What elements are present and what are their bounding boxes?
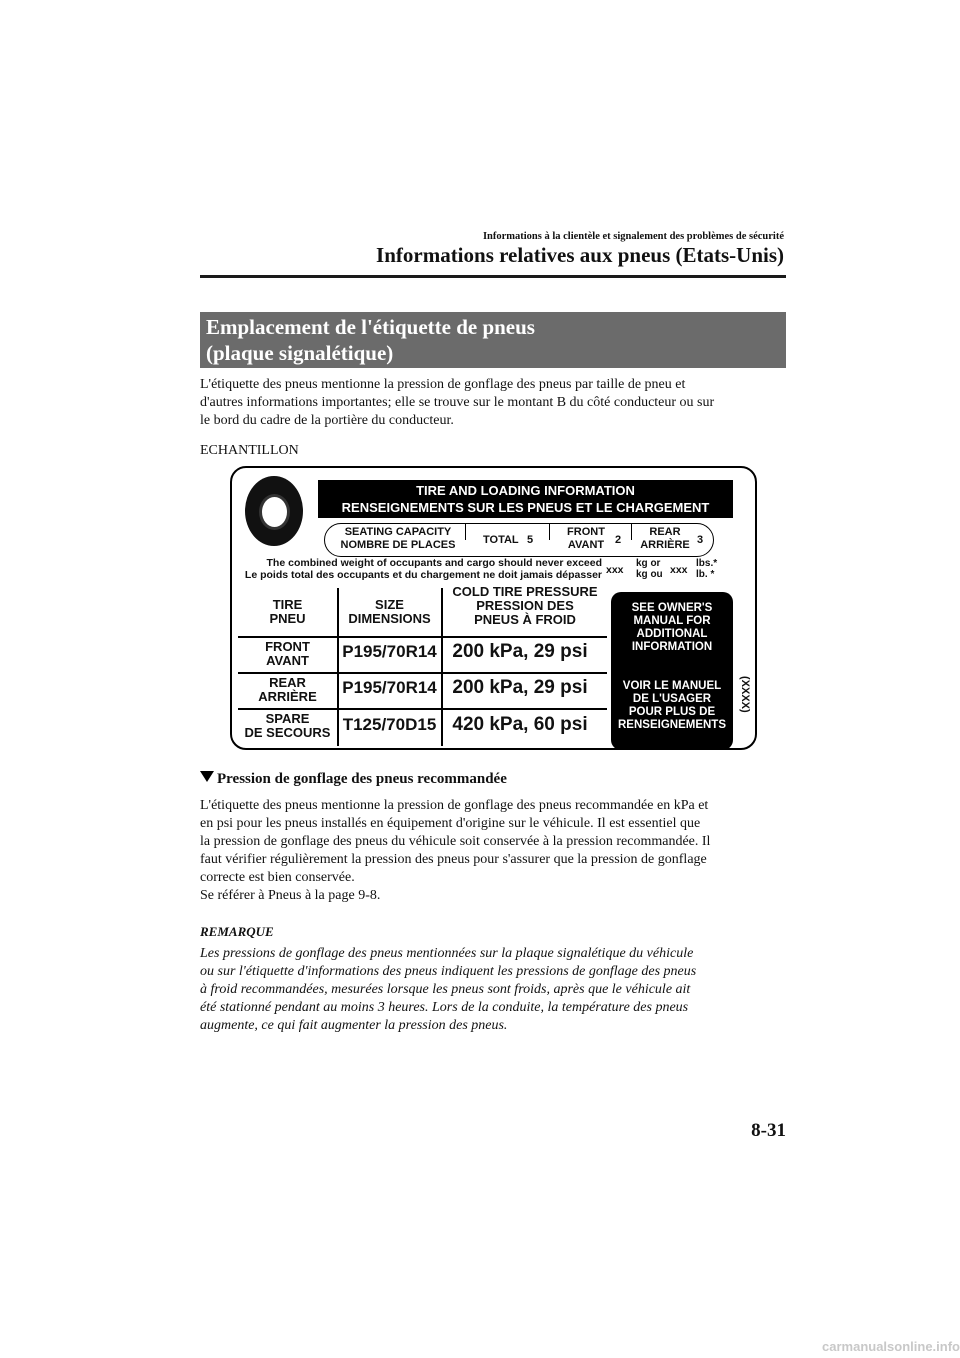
sample-caption: ECHANTILLON [200,443,299,458]
body-line: L'étiquette des pneus mentionne la pression de gonflage des pneus par taille de pneu et [200,377,686,392]
see-en-line: SEE OWNER'S [631,602,713,614]
note-line: Les pressions de gonflage des pneus mentionnées sur la plaque signalétique du véhicule [200,946,694,961]
row-front-size: P195/70R14 [342,642,437,661]
row-spare-pressure: 420 kPa, 60 psi [452,714,588,735]
body-line: en psi pour les pneus installés en équipement d'origine sur le véhicule. Il est essentiel que [200,816,701,831]
banner-line2: RENSEIGNEMENTS SUR LES PNEUS ET LE CHARGEMENT [341,500,710,515]
row-front-pressure: 200 kPa, 29 psi [452,641,588,662]
see-fr-line: RENSEIGNEMENTS [618,719,726,731]
kg-units [636,558,663,580]
header-tire [238,598,337,626]
body-line: Se référer à Pneus à la page 9-8. [200,888,381,903]
note-line: ou sur l'étiquette d'informations des pneus indiquent les pressions de gonflage des pneus [200,964,697,979]
section-body [200,376,786,430]
combined-weight-text [242,557,602,581]
combined-line1: The combined weight of occupants and cargo should never exceed [266,557,602,569]
see-manual-box [611,592,733,750]
kg-line2: kg ou [636,569,663,580]
header-cold-line1: COLD TIRE PRESSURE [452,584,598,599]
header-rule [200,275,786,278]
row-rear-size: P195/70R14 [342,678,437,697]
lbs-line1: lbs.* [696,558,718,569]
row-name-line2: AVANT [266,653,309,668]
see-manual-english [611,592,733,654]
note-line: à froid recommandées, mesurées lorsque les pneus sont froids, après que le véhicule ait [200,982,691,997]
subsection-heading [200,771,507,788]
header-tire-line1: TIRE [272,597,303,612]
body-line: L'étiquette des pneus mentionne la pression de gonflage des pneus recommandée en kPa et [200,798,709,813]
triangle-bullet-icon [200,771,214,782]
divider [549,524,550,540]
see-fr-line: POUR PLUS DE [628,706,716,718]
divider [238,636,607,638]
see-en-line: ADDITIONAL [636,628,708,640]
divider [465,524,466,540]
banner-line1: TIRE AND LOADING INFORMATION [416,483,635,498]
rear-seats-label [637,526,693,552]
body-line: correcte est bien conservée. [200,870,355,885]
see-manual-french [611,654,733,732]
seating-line1: SEATING CAPACITY [344,526,452,538]
weight-kg-placeholder: xxx [606,564,624,576]
watermark: carmanualsonline.info [822,1339,960,1354]
wheel-icon [245,476,303,546]
front-line1: FRONT [567,526,605,538]
label-code: (XXXX) [739,676,751,713]
header-cold-line3: PNEUS À FROID [474,612,576,627]
lbs-line2: lb. * [696,569,715,580]
section-heading-line2: (plaque signalétique) [206,341,394,365]
page-number: 8-31 [751,1120,786,1141]
row-name-line1: SPARE [265,711,310,726]
seating-line2: NOMBRE DE PLACES [340,539,456,551]
row-rear-pressure: 200 kPa, 29 psi [452,677,588,698]
seating-capacity-box [324,523,714,557]
total-value: 5 [527,534,534,546]
front-seats-label [557,526,615,552]
front-line2: AVANT [567,539,605,551]
header-cold-line2: PRESSION DES [476,598,574,613]
label-banner [318,480,733,518]
running-header: Informations à la clientèle et signalement des problèmes de sécurité [482,231,784,242]
see-en-line: MANUAL FOR [633,615,711,627]
combined-line2: Le poids total des occupants et du chargement ne doit jamais dépasser [244,569,602,581]
body-line: d'autres informations importantes; elle se trouve sur le montant B du côté conducteur ou sur [200,395,715,410]
total-label: TOTAL [483,534,519,546]
divider [631,524,632,540]
rear-seats-value: 3 [697,534,704,546]
header-cold-pressure [443,585,607,627]
body-line: le bord du cadre de la portière du conducteur. [200,413,454,428]
row-name-line1: REAR [269,675,306,690]
lbs-units [696,558,717,580]
header-tire-line2: PNEU [269,611,306,626]
note-line: augmente, ce qui fait augmenter la pression des pneus. [200,1018,508,1033]
rear-line2: ARRIÈRE [640,539,690,551]
front-seats-value: 2 [615,534,622,546]
tire-information-label [230,466,757,750]
see-en-line: INFORMATION [631,641,713,653]
note-body [200,945,786,1035]
note-label: REMARQUE [200,924,274,939]
row-name-line1: FRONT [265,639,310,654]
rear-line1: REAR [649,526,681,538]
header-size-line2: DIMENSIONS [348,611,431,626]
header-size [338,598,441,626]
note-line: été stationné pendant au moins 3 heures. Lors de la conduite, la température des pneus [200,1000,689,1015]
row-rear-name [238,676,337,704]
section-heading-line1: Emplacement de l'étiquette de pneus [206,315,535,339]
page-title: Informations relatives aux pneus (Etats-Unis) [376,243,784,267]
section-heading [200,312,786,368]
see-fr-line: VOIR LE MANUEL [622,680,722,692]
row-spare-name [238,712,337,740]
see-fr-line: DE L'USAGER [632,693,712,705]
wheel-rim [259,494,290,530]
header-size-line1: SIZE [375,597,404,612]
subsection-title: Pression de gonflage des pneus recommandée [217,771,507,787]
row-name-line2: DE SECOURS [244,725,331,740]
row-name-line2: ARRIÈRE [258,689,317,704]
divider [238,708,607,710]
row-front-name [238,640,337,668]
row-spare-size: T125/70D15 [342,715,437,734]
body-line: faut vérifier régulièrement la pression des pneus pour s'assurer que la pression de gonflage [200,852,707,867]
tire-pressure-table [238,584,607,748]
subsection-body [200,797,786,905]
divider [238,672,607,674]
weight-lbs-placeholder: xxx [670,564,688,576]
body-line: la pression de gonflage des pneus du véhicule soit conservée à la pression recommandée. Il [200,834,711,849]
kg-line1: kg or [636,558,661,569]
seating-capacity-label [339,526,457,552]
